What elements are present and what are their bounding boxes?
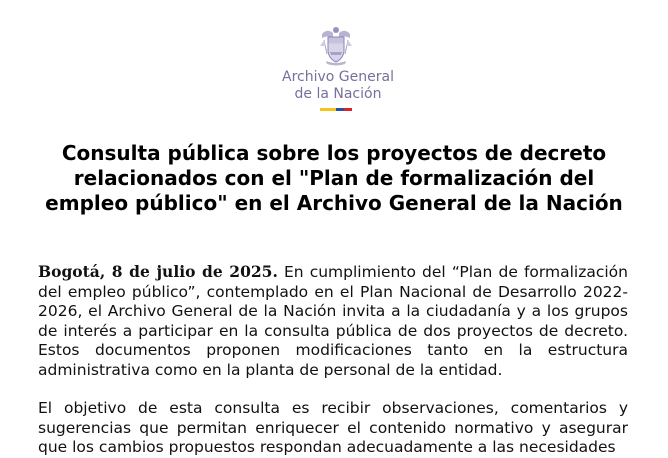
article-paragraph-1 bbox=[38, 262, 628, 380]
flag-color-bar bbox=[320, 108, 352, 111]
org-name-line1: Archivo General bbox=[282, 69, 394, 85]
organization-name bbox=[268, 69, 408, 103]
flag-yellow-stripe bbox=[320, 108, 336, 111]
flag-red-stripe bbox=[344, 108, 352, 111]
paragraph-1-body: En cumplimiento del “Plan de formalización del empleo público”, contemplado en el Plan Nacional de Desarrollo 2022-2026, el Archivo General de la Nación invita a la ciudadanía y a los grupos de interés a participar en la consulta pública de dos proyectos de decreto. Estos documentos proponen modificaciones tanto en la estructura administrativa como en la planta de personal de la entidad. bbox=[38, 263, 628, 379]
article-paragraph-2: El objetivo de esta consulta es recibir observaciones, comentarios y sugerencias que permitan enriquecer el contenido normativo y asegurar que los cambios propuestos respondan adecuadamente a las necesidades bbox=[38, 399, 628, 456]
article-title: Consulta pública sobre los proyectos de decreto relacionados con el "Plan de formalización del empleo público" en el Archivo General de la Nación bbox=[45, 141, 623, 215]
flag-blue-stripe bbox=[336, 108, 344, 111]
org-name-line2: de la Nación bbox=[294, 86, 382, 102]
dateline: Bogotá, 8 de julio de 2025. bbox=[38, 262, 278, 281]
agn-logo bbox=[0, 24, 668, 116]
colombia-crest-icon bbox=[318, 24, 354, 66]
